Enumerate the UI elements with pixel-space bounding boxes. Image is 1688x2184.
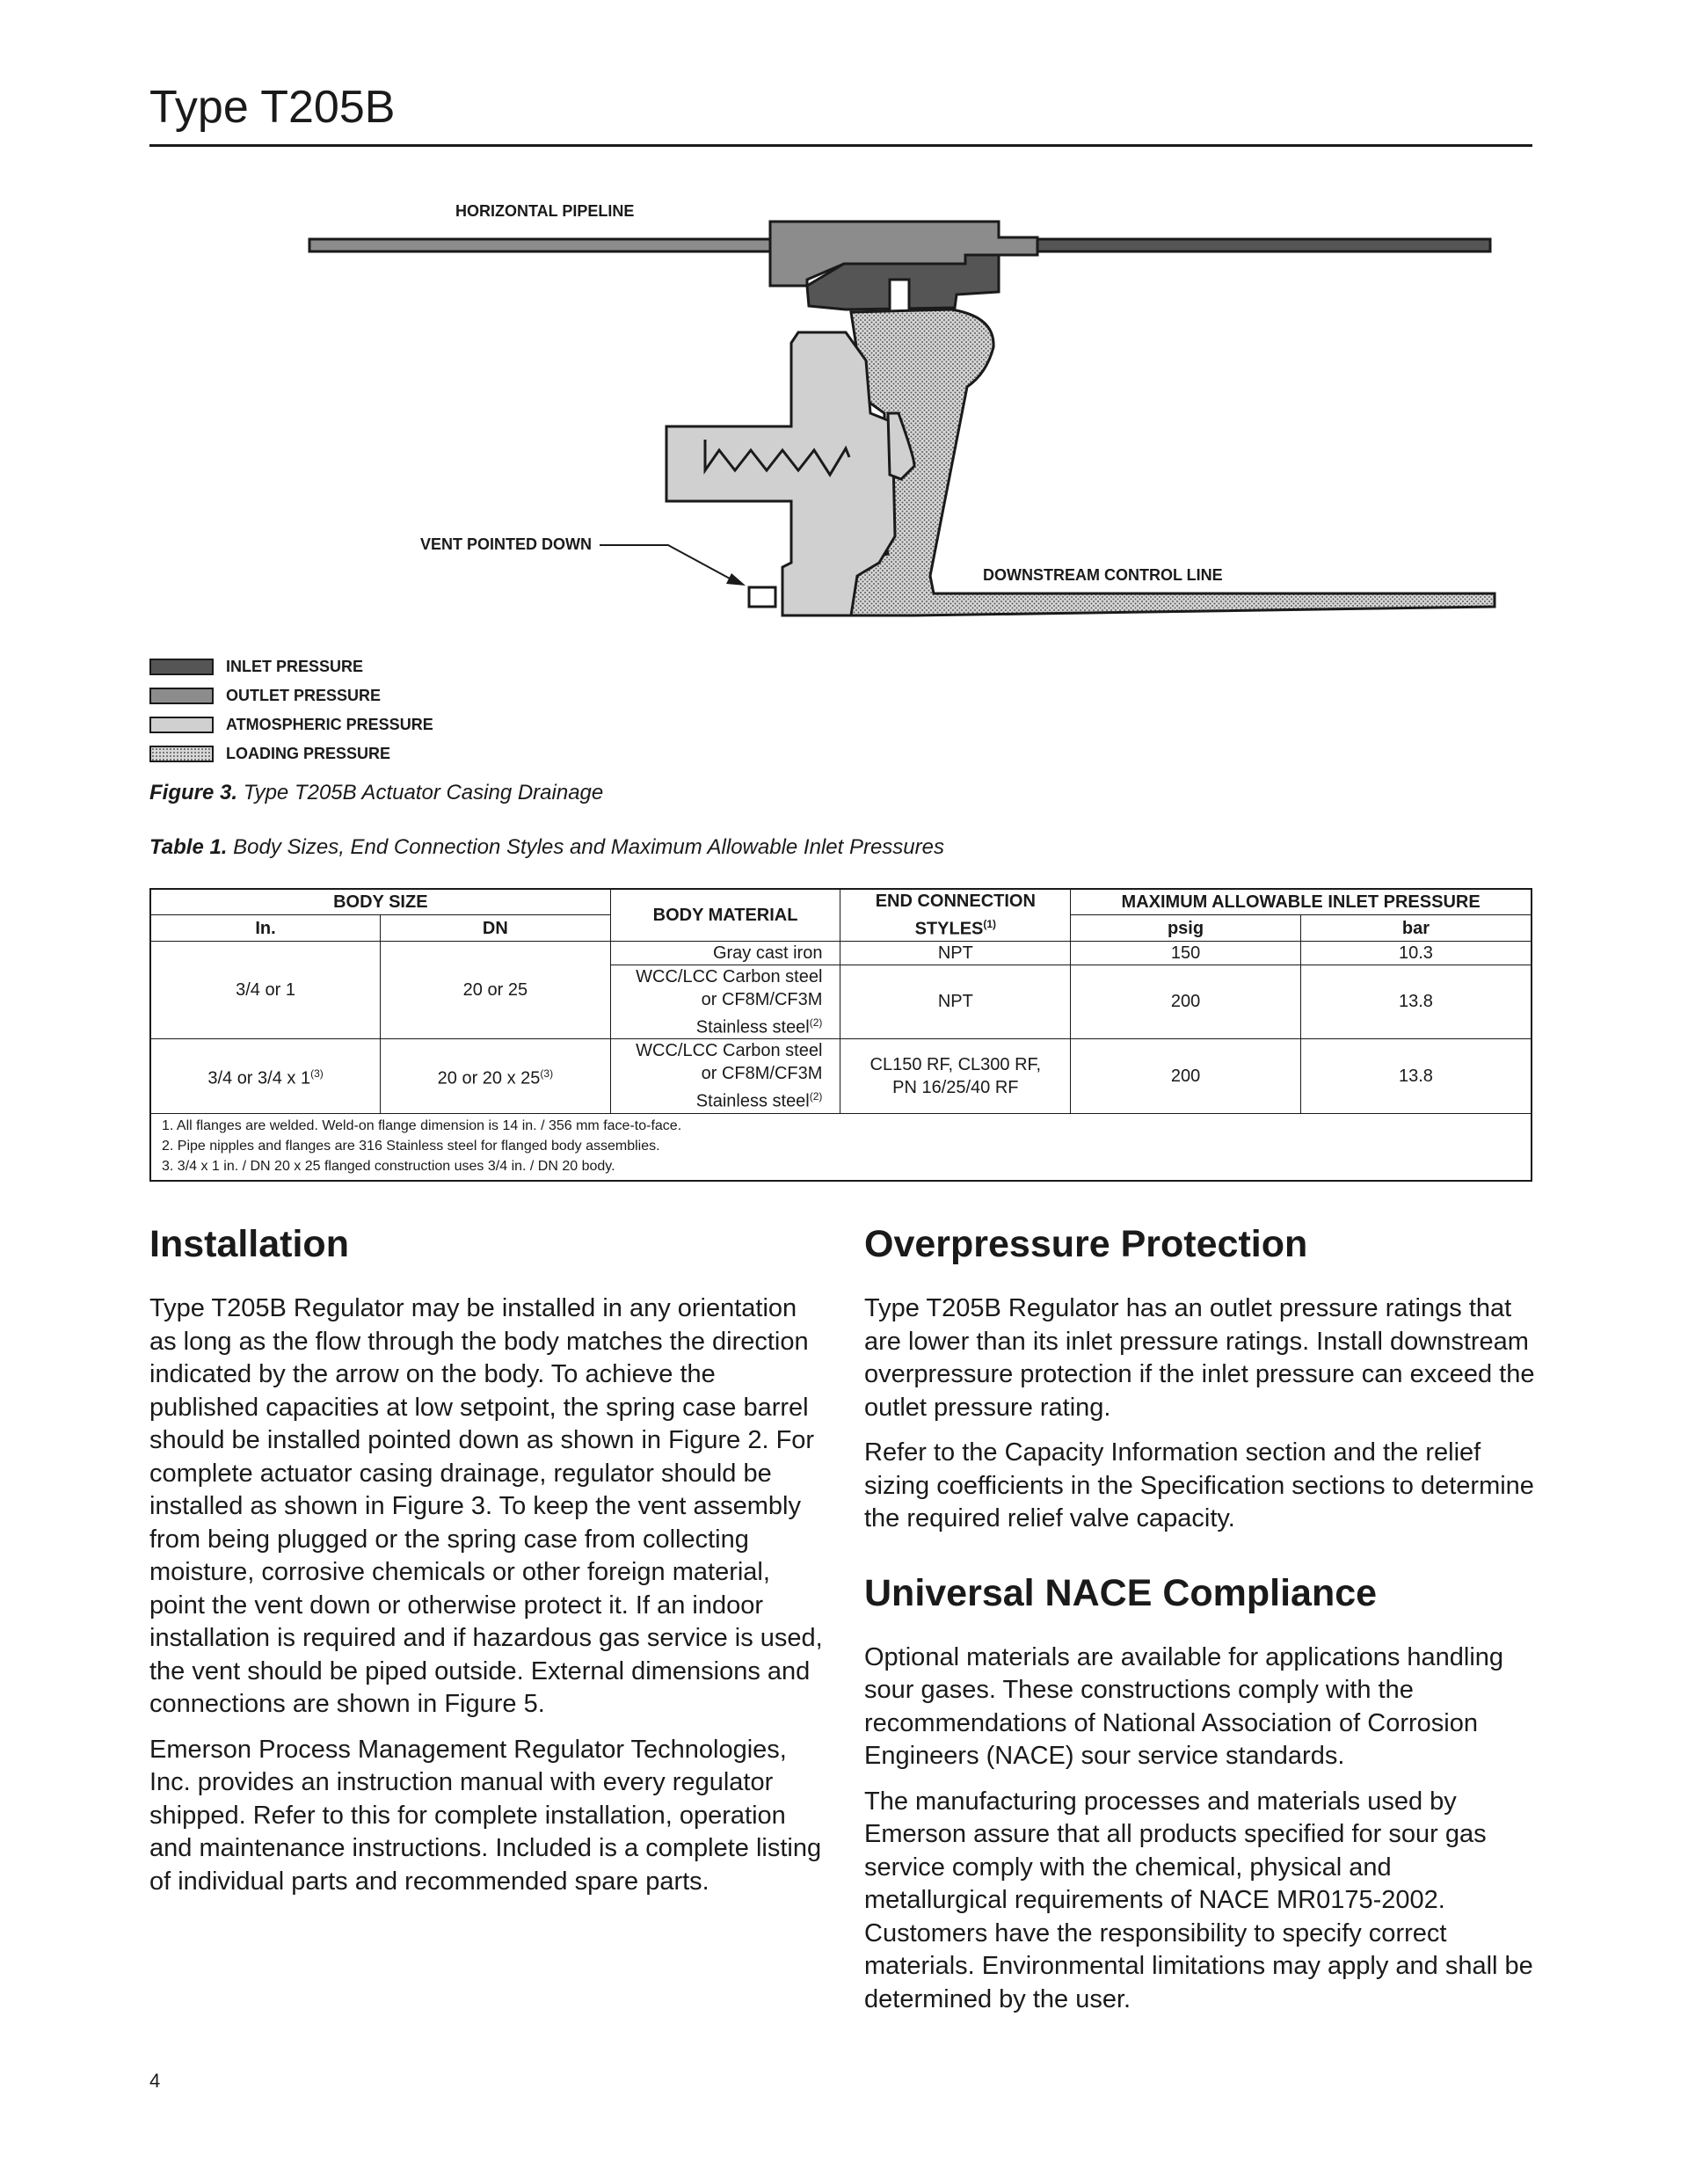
legend-item-loading	[149, 739, 433, 768]
cell-dn: 20 or 25	[381, 941, 611, 1039]
atmospheric-swatch	[149, 717, 214, 733]
overpressure-heading: Overpressure Protection	[864, 1223, 1308, 1265]
overpressure-paragraph: Type T205B Regulator has an outlet pressure ratings that are lower than its inlet pressure ratings. Install downstream overpressure protection if the inlet pressure can exceed the outlet pressure rating.	[864, 1294, 1535, 1422]
end-line: PN 16/25/40 RF	[892, 1078, 1019, 1098]
material-line: WCC/LCC Carbon steel	[636, 966, 823, 986]
table-row	[150, 941, 1532, 965]
material-line: Stainless steel	[695, 1017, 810, 1037]
cell-psig: 200	[1071, 965, 1301, 1039]
header-end-connection	[840, 889, 1071, 941]
regulator-drainage-diagram	[0, 0, 1688, 642]
vent-leader-arrow	[726, 573, 746, 586]
header-in: In.	[150, 915, 381, 941]
inlet-swatch	[149, 659, 214, 675]
cell-end: NPT	[840, 941, 1071, 965]
loading-swatch	[149, 746, 214, 762]
cell-psig: 150	[1071, 941, 1301, 965]
header-body-size: BODY SIZE	[150, 889, 610, 915]
legend-item-outlet	[149, 681, 433, 710]
figure-caption-label: Figure 3.	[149, 781, 238, 804]
legend-label: INLET PRESSURE	[226, 658, 364, 675]
nace-paragraph: Optional materials are available for applications handling sour gases. These constructions comply with the recommendations of National Association of Corrosion Engineers (NACE) sour service standards.	[864, 1642, 1504, 1770]
installation-heading: Installation	[149, 1223, 349, 1265]
body-size-table	[149, 888, 1532, 1182]
dn-text: 20 or 20 x 25	[437, 1068, 541, 1088]
table-note: 2. Pipe nipples and flanges are 316 Stainless steel for flanged body assemblies.	[162, 1138, 660, 1154]
outlet-swatch	[149, 688, 214, 704]
nace-heading: Universal NACE Compliance	[864, 1571, 1378, 1614]
legend-item-atmospheric	[149, 710, 433, 739]
vent	[749, 587, 775, 607]
overpressure-paragraph: Refer to the Capacity Information section and the relief sizing coefficients in the Specification sections to determine the required relief valve capacity.	[864, 1438, 1534, 1532]
material-line: WCC/LCC Carbon steel	[636, 1041, 823, 1061]
cell-dn	[381, 1039, 611, 1114]
page-title: Type T205B	[149, 82, 396, 133]
installation-paragraph: Emerson Process Management Regulator Technologies, Inc. provides an instruction manual with every regulator shipped. Refer to this for complete installation, operation and maintenance instructions. Included is a complete listing of individual parts and recommended spare parts.	[149, 1735, 822, 1896]
header-end-connection-text: END CONNECTION STYLES	[875, 892, 1036, 939]
legend-label: LOADING PRESSURE	[226, 745, 391, 762]
right-column	[864, 1222, 1541, 2028]
table-caption	[149, 835, 944, 860]
table-caption-text: Body Sizes, End Connection Styles and Maximum Allowable Inlet Pressures	[227, 835, 944, 859]
material-line-last	[616, 1011, 823, 1039]
table-notes	[150, 1113, 1532, 1181]
cell-size-in: 3/4 or 1	[150, 941, 381, 1039]
label-horizontal-pipeline: HORIZONTAL PIPELINE	[455, 202, 635, 220]
material-line: or CF8M/CF3M	[701, 989, 823, 1009]
cell-psig: 200	[1071, 1039, 1301, 1114]
cell-bar: 10.3	[1300, 941, 1532, 965]
header-body-material: BODY MATERIAL	[610, 889, 840, 941]
pressure-legend	[149, 652, 433, 768]
cell-end	[840, 1039, 1071, 1114]
legend-item-inlet	[149, 652, 433, 681]
table-note: 3. 3/4 x 1 in. / DN 20 x 25 flanged construction uses 3/4 in. / DN 20 body.	[162, 1158, 615, 1174]
pipeline-right	[1033, 239, 1490, 251]
material-note: (2)	[809, 1016, 823, 1029]
header-bar: bar	[1300, 915, 1532, 941]
figure-caption-text: Type T205B Actuator Casing Drainage	[237, 781, 604, 804]
figure-caption	[149, 781, 603, 805]
legend-label: OUTLET PRESSURE	[226, 687, 382, 704]
cell-material	[610, 965, 840, 1039]
cell-bar: 13.8	[1300, 965, 1532, 1039]
nace-paragraph: The manufacturing processes and materials used by Emerson assure that all products specified for sour gas service comply with the chemical, physical and metallurgical requirements of NACE MR0175-2002. Customers have the responsibility to specify correct materials. Environmental limitations may apply and shall be determined by the user.	[864, 1787, 1533, 2013]
dn-note: (3)	[540, 1067, 554, 1081]
cell-size-in	[150, 1039, 381, 1114]
header-end-connection-note: (1)	[983, 918, 997, 930]
page-number: 4	[149, 2070, 161, 2092]
cell-material	[610, 1039, 840, 1114]
cell-bar: 13.8	[1300, 1039, 1532, 1114]
material-line: Stainless steel	[695, 1091, 810, 1111]
legend-label: ATMOSPHERIC PRESSURE	[226, 716, 433, 733]
header-dn: DN	[381, 915, 611, 941]
size-in-text: 3/4 or 3/4 x 1	[207, 1068, 311, 1088]
size-in-note: (3)	[310, 1067, 324, 1081]
material-note: (2)	[809, 1090, 823, 1103]
material-line-last	[616, 1085, 823, 1113]
header-max-inlet-pressure: MAXIMUM ALLOWABLE INLET PRESSURE	[1071, 889, 1532, 915]
table-caption-label: Table 1.	[149, 835, 228, 859]
installation-section	[149, 1222, 826, 1911]
material-line: or CF8M/CF3M	[701, 1064, 823, 1084]
installation-paragraph: Type T205B Regulator may be installed in any orientation as long as the flow through the body matches the direction indicated by the arrow on the body. To achieve the published capacities at low setpoint, the spring case barrel should be installed pointed down as shown in Figure 2. For complete actuator casing drainage, regulator should be installed as shown in Figure 3. To keep the vent assembly from being plugged or the spring case from collecting moisture, corrosive chemicals or other foreign material, point the vent down or otherwise protect it. If an indoor installation is required and if hazardous gas service is used, the vent should be piped outside. External dimensions and connections are shown in Figure 5.	[149, 1294, 823, 1718]
spring-case	[666, 332, 895, 615]
pipeline-left	[309, 239, 775, 251]
table-note: 1. All flanges are welded. Weld-on flange dimension is 14 in. / 356 mm face-to-face.	[162, 1117, 682, 1133]
label-vent-pointed-down: VENT POINTED DOWN	[420, 535, 593, 553]
cell-material: Gray cast iron	[610, 941, 840, 965]
end-line: CL150 RF, CL300 RF,	[869, 1055, 1042, 1075]
cell-end: NPT	[840, 965, 1071, 1039]
table-notes-row	[150, 1113, 1532, 1181]
vent-leader	[600, 545, 730, 579]
table-row	[150, 1039, 1532, 1114]
label-downstream-control-line: DOWNSTREAM CONTROL LINE	[983, 566, 1223, 584]
header-psig: psig	[1071, 915, 1301, 941]
